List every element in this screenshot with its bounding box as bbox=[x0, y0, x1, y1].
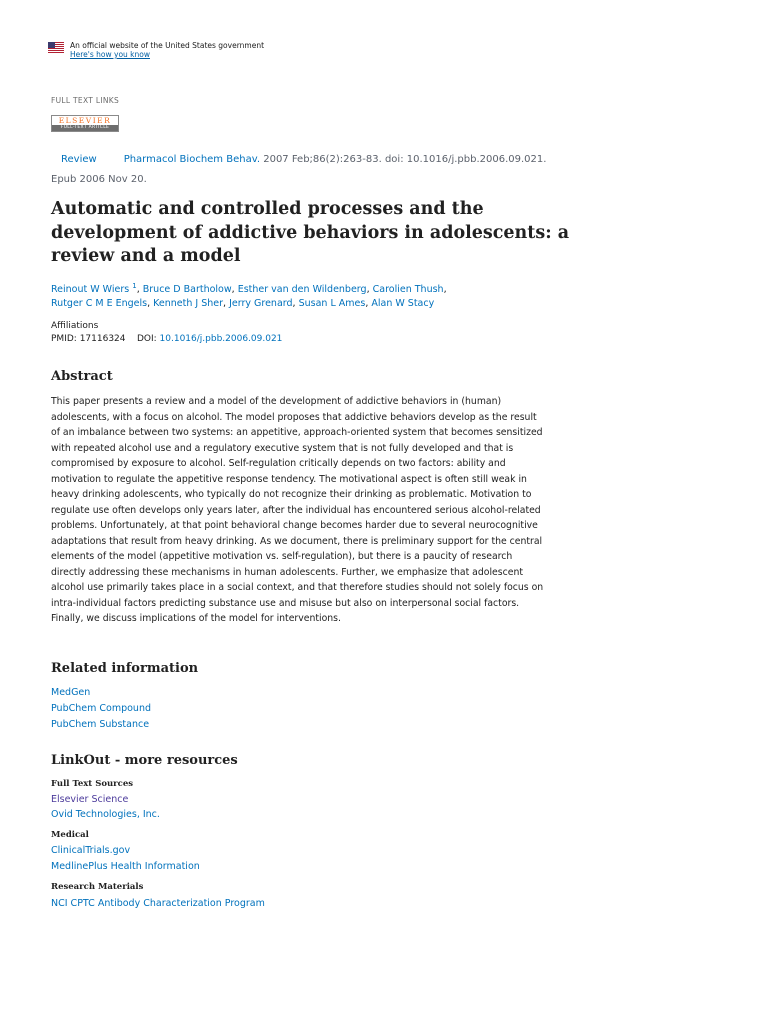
page-title: Automatic and controlled processes and the development of addictive behaviors in adolescents: a review and a model bbox=[51, 199, 570, 266]
abstract-text: This paper presents a review and a model of the development of addictive behaviors in (human) adolescents, with a focus on alcohol. The model proposes that addictive behaviors develop as the result of an imbalance between two systems: an appetitive, approach-oriented system that becomes sensitized with repeated alcohol use and a regulatory executive system that is not fully developed and that is compromised by exposure to alcohol. Self-regulation critically depends on two factors: ability and motivation to regulate the appetitive response tendency. The motivational aspect is often still weak in heavy drinking adolescents, who typically do not recognize their drinking as problematic. Motivation to regulate use often develops only years later, after the individual has encountered serious alcohol-related problems. Unfortunately, at that point behavioral change becomes harder due to several neurocognitive adaptations that result from heavy drinking. As we document, there is preliminary support for the central elements of the model (appetitive motivation vs. self-regulation), but there is a paucity of research directly addressing these mechanisms in human adolescents. Further, we emphasize that adolescent alcohol use primarily takes place in a social context, and that therefore studies should not solely focus on intra-individual factors predicting substance use and misuse but also on interpersonal social factors. Finally, we discuss implications of the model for interventions. bbox=[51, 396, 544, 624]
author-link[interactable]: Reinout W Wiers bbox=[51, 284, 130, 296]
affiliation-ref-link[interactable]: 1 bbox=[132, 282, 137, 290]
doi-link[interactable]: 10.1016/j.pbb.2006.09.021 bbox=[159, 334, 283, 344]
doi-label: DOI: bbox=[136, 334, 157, 344]
author-link[interactable]: Jerry Grenard bbox=[229, 298, 293, 309]
linkout-heading: LinkOut - more resources bbox=[51, 753, 238, 768]
author-link[interactable]: Susan L Ames bbox=[298, 298, 366, 309]
linkout-elsevier-science[interactable]: Elsevier Science bbox=[51, 794, 129, 805]
epub-date: Epub 2006 Nov 20. bbox=[51, 174, 147, 185]
related-link-pubchem-compound[interactable]: PubChem Compound bbox=[51, 703, 152, 714]
elsevier-logo-text: ELSEVIER bbox=[58, 116, 112, 125]
citation-details: 2007 Feb;86(2):263-83. doi: 10.1016/j.pbb.2006.09.021. bbox=[263, 154, 547, 165]
linkout-clinicaltrials[interactable]: ClinicalTrials.gov bbox=[51, 845, 131, 856]
citation-line bbox=[61, 154, 546, 165]
elsevier-full-text-button[interactable] bbox=[51, 115, 119, 132]
us-flag-icon bbox=[48, 42, 64, 53]
affiliations-toggle[interactable]: Affiliations bbox=[51, 321, 99, 331]
author-list: Reinout W Wiers $^1$, Bruce D Bartholow, Esther van den Wildenberg, Carolien Thush, bbox=[51, 282, 447, 296]
research-materials-label: Research Materials bbox=[51, 882, 144, 892]
full-text-sources-label: Full Text Sources bbox=[51, 779, 134, 789]
author-link[interactable]: Alan W Stacy bbox=[371, 298, 435, 309]
full-text-links-label: FULL TEXT LINKS bbox=[51, 96, 120, 105]
related-link-medgen[interactable]: MedGen bbox=[51, 687, 91, 698]
pmid-value: 17116324 bbox=[79, 334, 126, 344]
related-information-heading: Related information bbox=[51, 661, 199, 676]
author-link[interactable]: Kenneth J Sher bbox=[153, 298, 224, 309]
full-text-article-label: FULL-TEXT ARTICLE bbox=[52, 125, 118, 131]
article-identifiers bbox=[51, 334, 282, 344]
related-link-pubchem-substance[interactable]: PubChem Substance bbox=[51, 719, 150, 730]
author-link[interactable]: Esther van den Wildenberg bbox=[237, 284, 367, 296]
pmid-label: PMID: bbox=[51, 334, 77, 344]
gov-banner-text: An official website of the United States government bbox=[70, 41, 265, 50]
medical-label: Medical bbox=[51, 830, 89, 840]
linkout-ovid-technologies[interactable]: Ovid Technologies, Inc. bbox=[51, 809, 160, 820]
review-type-link[interactable]: Review bbox=[61, 154, 97, 165]
linkout-nci-cptc[interactable]: NCI CPTC Antibody Characterization Program bbox=[51, 898, 265, 909]
author-link[interactable]: Rutger C M E Engels bbox=[51, 298, 148, 309]
author-link[interactable]: Bruce D Bartholow bbox=[142, 284, 232, 296]
abstract-heading: Abstract bbox=[51, 369, 113, 384]
journal-link[interactable]: Pharmacol Biochem Behav. bbox=[123, 154, 261, 165]
author-list: Rutger C M E Engels, Kenneth J Sher, Jerry Grenard, Susan L Ames, Alan W Stacy bbox=[51, 298, 435, 309]
author-link[interactable]: Carolien Thush bbox=[372, 284, 444, 296]
linkout-medlineplus[interactable]: MedlinePlus Health Information bbox=[51, 861, 200, 872]
heres-how-you-know-link[interactable]: Here's how you know bbox=[70, 50, 150, 59]
